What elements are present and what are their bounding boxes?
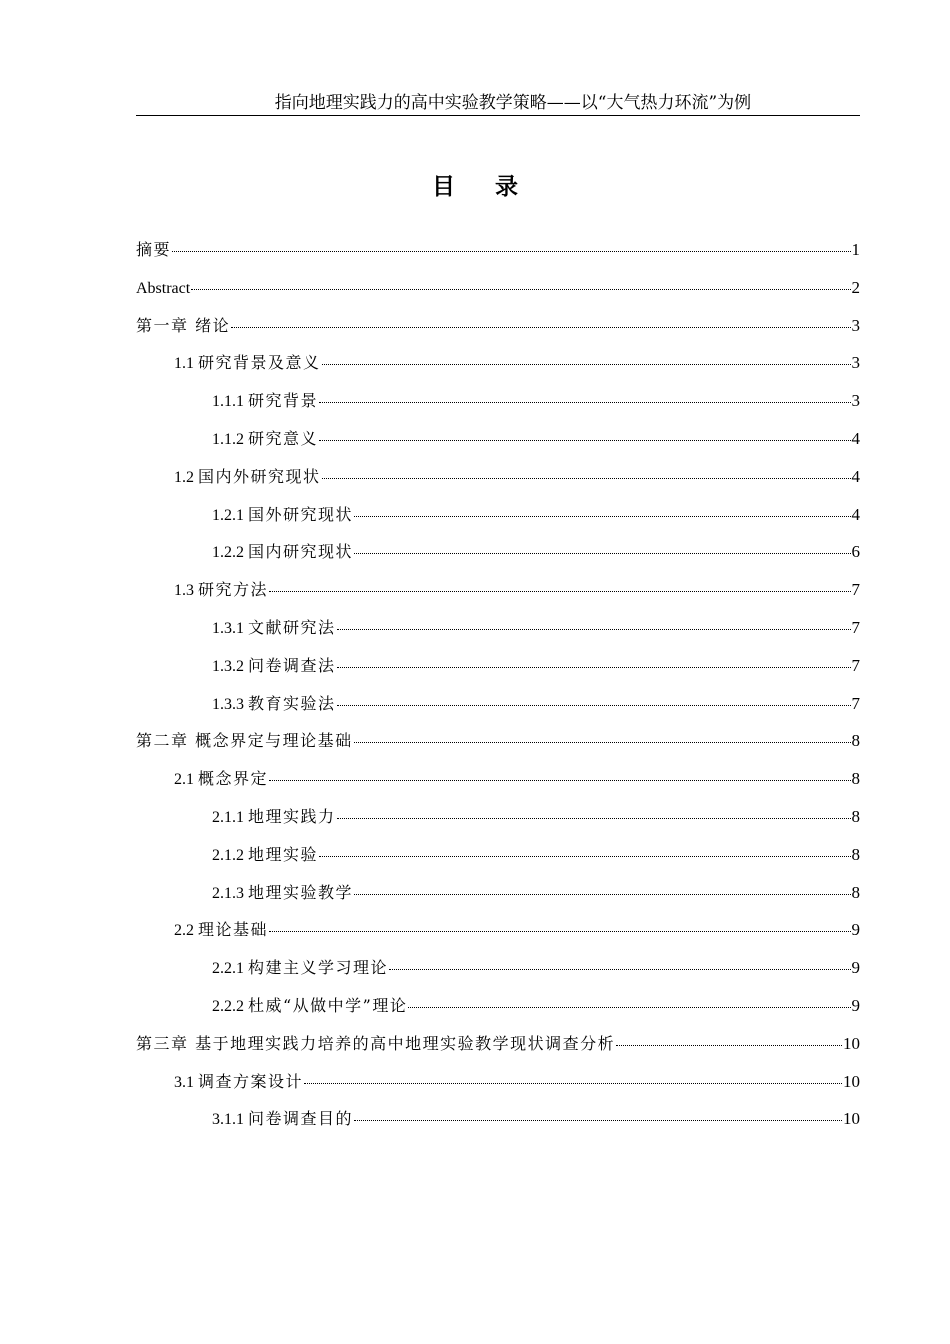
- toc-entry-title: [136, 277, 190, 301]
- toc-entry-label: 第一章 绪论: [136, 315, 231, 335]
- toc-entry[interactable]: [136, 427, 860, 465]
- toc-entry[interactable]: [136, 1070, 860, 1108]
- toc-entry-number: 1.3: [174, 582, 194, 600]
- dot-leader: [269, 591, 850, 592]
- toc-entry-page-number: 4: [851, 428, 860, 448]
- toc-entry-page-number: 4: [851, 504, 860, 524]
- toc-entry-number: 2.1.2: [212, 846, 244, 864]
- toc-entry-number: 3.1.1: [212, 1111, 244, 1129]
- toc-entry-title: [212, 427, 318, 452]
- toc-entry-title: [136, 314, 230, 338]
- toc-entry-label: 第三章 基于地理实践力培养的高中地理实验教学现状调查分析: [136, 1033, 616, 1053]
- toc-entry-title: [212, 503, 353, 528]
- toc-entry-title: [174, 578, 268, 603]
- toc-entry[interactable]: [136, 1032, 860, 1070]
- toc-entry-page-number: 3: [851, 391, 860, 411]
- toc-entry-page-number: 4: [851, 466, 860, 486]
- toc-entry-title: [136, 238, 171, 262]
- toc-entry-page-number: 10: [843, 1033, 860, 1053]
- toc-entry-page-number: 3: [851, 315, 860, 335]
- toc-entry-number: 1.3.1: [212, 619, 244, 637]
- toc-entry-page-number: 7: [851, 580, 860, 600]
- toc-entry-title: [136, 729, 353, 753]
- toc-entry-page-number: 8: [851, 731, 860, 751]
- toc-entry-page-number: 9: [851, 920, 860, 940]
- toc-entry-number: 3.1: [174, 1073, 194, 1091]
- dot-leader: [354, 1120, 842, 1121]
- dot-leader: [354, 894, 850, 895]
- toc-entry-page-number: 6: [851, 542, 860, 562]
- toc-entry-number: 1.2.2: [212, 544, 244, 562]
- toc-entry-number: 2.1.1: [212, 808, 244, 826]
- toc-entry-number: 2.1: [174, 771, 194, 789]
- running-header: 指向地理实践力的高中实验教学策略——以“大气热力环流”为例: [274, 93, 752, 113]
- dot-leader: [616, 1045, 842, 1046]
- toc-entry-title: [212, 692, 336, 717]
- toc-entry[interactable]: [136, 805, 860, 843]
- toc-entry-label: 国外研究现状: [248, 504, 354, 524]
- toc-entry-page-number: 3: [851, 353, 860, 373]
- toc-entry-number: 1.2: [174, 468, 194, 486]
- toc-entry[interactable]: [136, 956, 860, 994]
- toc-entry[interactable]: [136, 654, 860, 692]
- toc-entry-title: [212, 805, 336, 830]
- toc-entry-title: [136, 1032, 615, 1056]
- toc-entry-title: [212, 540, 353, 565]
- toc-entry-title: [212, 389, 318, 414]
- toc-entry-page-number: 8: [851, 844, 860, 864]
- dot-leader: [322, 478, 851, 479]
- dot-leader: [354, 742, 851, 743]
- toc-entry[interactable]: [136, 843, 860, 881]
- dot-leader: [354, 516, 850, 517]
- toc-entry-page-number: 10: [843, 1071, 860, 1091]
- toc-entry-label: 研究意义: [248, 428, 319, 448]
- dot-leader: [337, 818, 851, 819]
- toc-entry-title: [174, 1070, 303, 1095]
- toc-entry-number: 2.1.3: [212, 884, 244, 902]
- toc-entry-label: 理论基础: [198, 920, 269, 940]
- toc-entry[interactable]: [136, 540, 860, 578]
- toc-entry[interactable]: [136, 503, 860, 541]
- toc-entry-title: [212, 956, 388, 981]
- dot-leader: [322, 364, 851, 365]
- toc-entry[interactable]: [136, 578, 860, 616]
- toc-entry-number: 1.3.3: [212, 695, 244, 713]
- toc-title: 目录: [432, 174, 558, 200]
- toc-entry-title: [212, 654, 336, 679]
- toc-entry[interactable]: [136, 351, 860, 389]
- table-of-contents: [136, 238, 860, 1145]
- toc-entry-label: 摘要: [136, 240, 172, 259]
- toc-entry-title: [174, 767, 268, 792]
- toc-entry-label: Abstract: [136, 279, 191, 297]
- toc-entry-label: 研究背景及意义: [198, 353, 321, 373]
- dot-leader: [354, 553, 850, 554]
- toc-entry-label: 研究方法: [198, 580, 269, 600]
- toc-entry[interactable]: [136, 729, 860, 767]
- toc-entry-label: 杜威“从做中学”理论: [248, 995, 408, 1015]
- toc-entry-label: 文献研究法: [248, 617, 336, 637]
- toc-entry-number: 1.2.1: [212, 506, 244, 524]
- toc-entry-page-number: 8: [851, 806, 860, 826]
- header-rule: [136, 115, 860, 116]
- toc-entry-page-number: 10: [843, 1109, 860, 1129]
- dot-leader: [408, 1007, 850, 1008]
- toc-entry-page-number: 9: [851, 995, 860, 1015]
- toc-entry-title: [174, 351, 321, 376]
- toc-entry-page-number: 7: [851, 617, 860, 637]
- toc-entry-label: 国内外研究现状: [198, 466, 321, 486]
- toc-entry-label: 构建主义学习理论: [248, 958, 389, 978]
- toc-entry-page-number: 8: [851, 882, 860, 902]
- dot-leader: [269, 780, 850, 781]
- toc-entry-page-number: 7: [851, 655, 860, 675]
- toc-entry[interactable]: [136, 881, 860, 919]
- toc-entry[interactable]: [136, 389, 860, 427]
- toc-entry-label: 问卷调查法: [248, 655, 336, 675]
- toc-entry-title: [212, 843, 318, 868]
- toc-entry[interactable]: [136, 1107, 860, 1145]
- toc-entry-label: 地理实践力: [248, 806, 336, 826]
- toc-entry-title: [212, 881, 353, 906]
- toc-entry-number: 2.2: [174, 922, 194, 940]
- toc-entry-number: 2.2.1: [212, 960, 244, 978]
- toc-entry-page-number: 7: [851, 693, 860, 713]
- toc-entry-label: 国内研究现状: [248, 542, 354, 562]
- toc-entry-title: [174, 465, 321, 490]
- toc-entry-label: 调查方案设计: [198, 1071, 304, 1091]
- toc-entry-title: [174, 918, 268, 943]
- dot-leader: [337, 629, 851, 630]
- dot-leader: [304, 1083, 842, 1084]
- toc-entry-page-number: 9: [851, 958, 860, 978]
- toc-entry-number: 1.3.2: [212, 657, 244, 675]
- dot-leader: [231, 327, 850, 328]
- toc-entry-number: 1.1.1: [212, 393, 244, 411]
- toc-entry[interactable]: [136, 994, 860, 1032]
- dot-leader: [172, 251, 850, 252]
- toc-entry-label: 地理实验: [248, 844, 319, 864]
- toc-entry[interactable]: [136, 918, 860, 956]
- toc-entry-number: 2.2.2: [212, 997, 244, 1015]
- toc-entry-label: 第二章 概念界定与理论基础: [136, 731, 353, 751]
- toc-entry[interactable]: [136, 767, 860, 805]
- toc-entry-number: 1.1.2: [212, 430, 244, 448]
- toc-entry-title: [212, 1107, 353, 1132]
- toc-entry-label: 问卷调查目的: [248, 1109, 354, 1129]
- toc-entry-label: 概念界定: [198, 769, 269, 789]
- toc-entry[interactable]: [136, 692, 860, 730]
- toc-entry[interactable]: [136, 276, 860, 314]
- toc-entry-page-number: 8: [851, 769, 860, 789]
- dot-leader: [337, 667, 851, 668]
- toc-entry-page-number: 1: [851, 240, 860, 259]
- dot-leader: [319, 402, 850, 403]
- toc-entry-title: [212, 994, 407, 1019]
- dot-leader: [319, 856, 850, 857]
- dot-leader: [337, 705, 851, 706]
- dot-leader: [191, 289, 850, 290]
- toc-entry-page-number: 2: [851, 277, 860, 297]
- toc-entry-label: 研究背景: [248, 391, 319, 411]
- toc-entry[interactable]: [136, 314, 860, 352]
- toc-entry-label: 地理实验教学: [248, 882, 354, 902]
- toc-entry[interactable]: [136, 238, 860, 276]
- toc-entry-number: 1.1: [174, 355, 194, 373]
- dot-leader: [389, 969, 850, 970]
- toc-entry[interactable]: [136, 465, 860, 503]
- dot-leader: [319, 440, 850, 441]
- dot-leader: [269, 931, 850, 932]
- toc-entry[interactable]: [136, 616, 860, 654]
- toc-entry-title: [212, 616, 336, 641]
- toc-entry-label: 教育实验法: [248, 693, 336, 713]
